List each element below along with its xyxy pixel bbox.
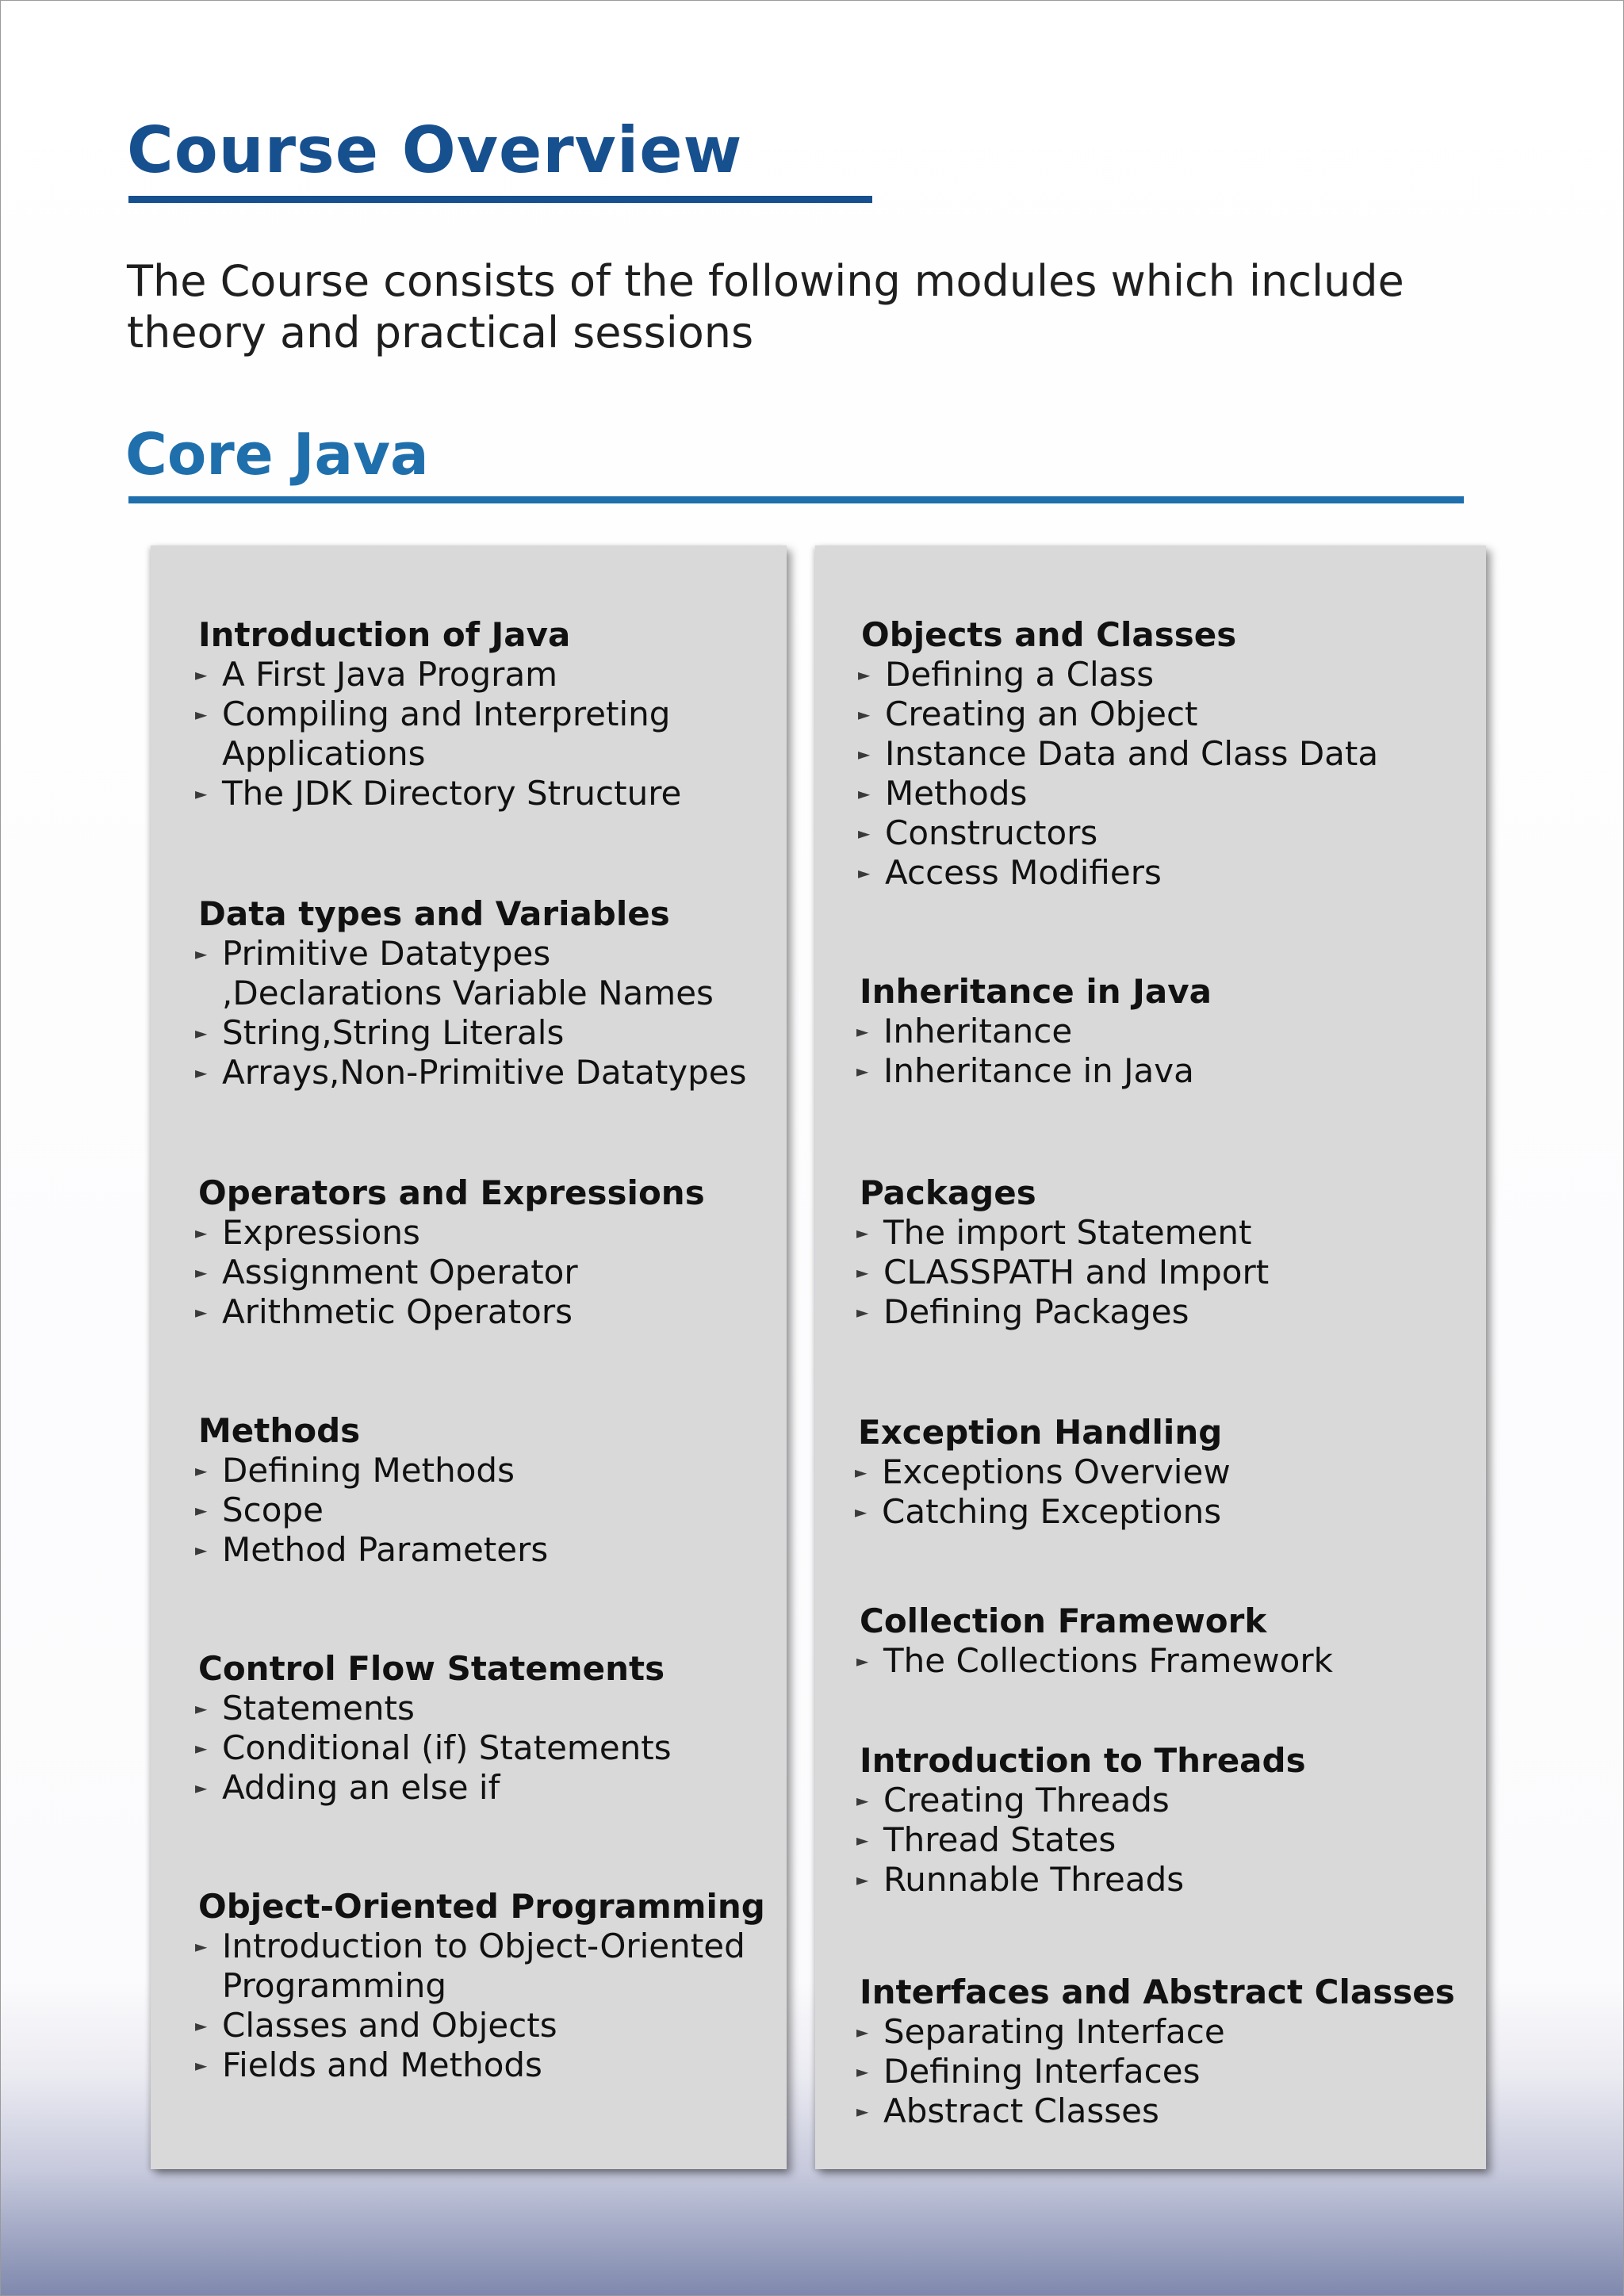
module-block bbox=[195, 1411, 785, 1570]
section-title: Core Java bbox=[125, 421, 429, 488]
module-item bbox=[195, 1213, 785, 1253]
module-item-list bbox=[195, 1451, 785, 1570]
module-block bbox=[856, 1973, 1483, 2131]
module-item bbox=[856, 1253, 1483, 1292]
triangle-right-bullet-icon: ► bbox=[855, 1502, 868, 1521]
triangle-right-bullet-icon: ► bbox=[195, 1024, 208, 1043]
triangle-right-bullet-icon: ► bbox=[858, 665, 871, 684]
triangle-right-bullet-icon: ► bbox=[856, 2022, 869, 2042]
triangle-right-bullet-icon: ► bbox=[195, 1063, 208, 1082]
triangle-right-bullet-icon: ► bbox=[856, 1022, 869, 1041]
triangle-right-bullet-icon: ► bbox=[195, 1223, 208, 1242]
module-item bbox=[195, 1530, 785, 1570]
module-item-label: Creating an Object bbox=[885, 695, 1198, 733]
module-item bbox=[858, 813, 1484, 853]
module-title: Inheritance in Java bbox=[860, 972, 1212, 1011]
module-item bbox=[856, 1820, 1483, 1860]
triangle-right-bullet-icon: ► bbox=[855, 1463, 868, 1482]
module-item-label: Expressions bbox=[222, 1213, 420, 1252]
module-item bbox=[855, 1452, 1481, 1492]
module-item-label: Classes and Objects bbox=[222, 2006, 557, 2045]
module-title: Introduction of Java bbox=[198, 615, 571, 654]
module-item-label: Arithmetic Operators bbox=[222, 1292, 573, 1331]
module-item-list bbox=[856, 1012, 1483, 1091]
triangle-right-bullet-icon: ► bbox=[858, 824, 871, 843]
module-block bbox=[856, 1601, 1483, 1681]
module-item bbox=[195, 934, 785, 1013]
triangle-right-bullet-icon: ► bbox=[856, 1062, 869, 1081]
triangle-right-bullet-icon: ► bbox=[195, 1937, 208, 1956]
module-item-list bbox=[195, 655, 785, 813]
module-item-label: Primitive Datatypes ,Declarations Variable Names bbox=[222, 934, 714, 1012]
triangle-right-bullet-icon: ► bbox=[195, 2016, 208, 2035]
module-block bbox=[195, 894, 785, 1093]
module-item bbox=[858, 695, 1484, 734]
page-title: Course Overview bbox=[127, 113, 743, 187]
module-item-list bbox=[195, 934, 785, 1093]
triangle-right-bullet-icon: ► bbox=[195, 1501, 208, 1520]
module-item bbox=[195, 1490, 785, 1530]
module-item-label: Defining Interfaces bbox=[883, 2052, 1201, 2091]
module-item-label: Compiling and Interpreting Applications bbox=[222, 695, 671, 773]
module-block bbox=[195, 1173, 785, 1332]
triangle-right-bullet-icon: ► bbox=[195, 1699, 208, 1718]
module-item bbox=[855, 1492, 1481, 1532]
module-item-list bbox=[855, 1452, 1481, 1532]
section-underline bbox=[128, 496, 1464, 503]
module-item-label: Introduction to Object-Oriented Programming bbox=[222, 1927, 745, 2005]
triangle-right-bullet-icon: ► bbox=[858, 705, 871, 724]
triangle-right-bullet-icon: ► bbox=[195, 1778, 208, 1797]
triangle-right-bullet-icon: ► bbox=[856, 1791, 869, 1810]
triangle-right-bullet-icon: ► bbox=[856, 1870, 869, 1889]
module-title: Collection Framework bbox=[860, 1601, 1267, 1640]
module-item-label: Runnable Threads bbox=[883, 1860, 1185, 1899]
triangle-right-bullet-icon: ► bbox=[195, 944, 208, 963]
module-item bbox=[195, 1053, 785, 1093]
module-item bbox=[195, 1927, 785, 2006]
module-item bbox=[856, 1860, 1483, 1900]
module-item-label: Methods bbox=[885, 774, 1028, 813]
module-item-label: String,String Literals bbox=[222, 1013, 565, 1052]
module-item-label: Arrays,Non-Primitive Datatypes bbox=[222, 1053, 747, 1092]
module-item bbox=[195, 1013, 785, 1053]
triangle-right-bullet-icon: ► bbox=[856, 1303, 869, 1322]
module-item-label: Assignment Operator bbox=[222, 1253, 578, 1292]
module-block bbox=[858, 615, 1484, 893]
triangle-right-bullet-icon: ► bbox=[195, 1263, 208, 1282]
module-block bbox=[195, 1649, 785, 1808]
module-item-list bbox=[195, 1927, 785, 2085]
module-item-list bbox=[195, 1689, 785, 1808]
module-item-label: Constructors bbox=[885, 813, 1098, 852]
module-item bbox=[856, 1292, 1483, 1332]
module-item bbox=[856, 1012, 1483, 1051]
module-item-label: Fields and Methods bbox=[222, 2045, 542, 2084]
triangle-right-bullet-icon: ► bbox=[195, 1540, 208, 1559]
triangle-right-bullet-icon: ► bbox=[195, 1461, 208, 1480]
module-item-label: The import Statement bbox=[883, 1213, 1252, 1252]
module-block bbox=[195, 1887, 785, 2085]
module-block bbox=[856, 1173, 1483, 1332]
module-item-label: Defining Packages bbox=[883, 1292, 1189, 1331]
triangle-right-bullet-icon: ► bbox=[195, 1303, 208, 1322]
module-item bbox=[195, 1728, 785, 1768]
module-item bbox=[195, 1451, 785, 1490]
module-item-label: Defining a Class bbox=[885, 655, 1155, 694]
module-item-list bbox=[856, 2012, 1483, 2131]
module-item bbox=[195, 2006, 785, 2045]
module-title: Packages bbox=[860, 1173, 1036, 1212]
triangle-right-bullet-icon: ► bbox=[856, 2102, 869, 2121]
module-item bbox=[195, 655, 785, 695]
module-item-label: CLASSPATH and Import bbox=[883, 1253, 1270, 1292]
triangle-right-bullet-icon: ► bbox=[195, 705, 208, 724]
module-item bbox=[856, 2091, 1483, 2131]
triangle-right-bullet-icon: ► bbox=[195, 2056, 208, 2075]
triangle-right-bullet-icon: ► bbox=[195, 1739, 208, 1758]
triangle-right-bullet-icon: ► bbox=[858, 744, 871, 763]
module-item-label: The JDK Directory Structure bbox=[222, 774, 682, 813]
intro-text: The Course consists of the following modules which include theory and practical sessions bbox=[127, 256, 1404, 358]
module-item bbox=[195, 1292, 785, 1332]
module-block bbox=[856, 1741, 1483, 1900]
module-item bbox=[195, 1689, 785, 1728]
module-item bbox=[195, 1768, 785, 1808]
module-title: Operators and Expressions bbox=[198, 1173, 705, 1212]
module-title: Introduction to Threads bbox=[860, 1741, 1306, 1780]
module-item bbox=[856, 2052, 1483, 2091]
module-item-label: Adding an else if bbox=[222, 1768, 500, 1807]
module-item-label: Creating Threads bbox=[883, 1781, 1170, 1820]
title-underline bbox=[128, 196, 872, 203]
module-item bbox=[856, 1641, 1483, 1681]
module-title: Methods bbox=[198, 1411, 361, 1450]
module-item-label: Conditional (if) Statements bbox=[222, 1728, 672, 1767]
module-item bbox=[858, 655, 1484, 695]
module-title: Data types and Variables bbox=[198, 894, 670, 933]
module-item bbox=[858, 734, 1484, 774]
module-item bbox=[195, 1253, 785, 1292]
module-item-label: Access Modifiers bbox=[885, 853, 1162, 892]
triangle-right-bullet-icon: ► bbox=[856, 1651, 869, 1670]
module-item-label: Catching Exceptions bbox=[882, 1492, 1222, 1531]
triangle-right-bullet-icon: ► bbox=[858, 784, 871, 803]
module-title: Exception Handling bbox=[858, 1413, 1223, 1452]
module-item-label: Exceptions Overview bbox=[882, 1452, 1231, 1491]
module-item-list bbox=[856, 1213, 1483, 1332]
triangle-right-bullet-icon: ► bbox=[858, 863, 871, 882]
module-item-label: Inheritance bbox=[883, 1012, 1073, 1050]
triangle-right-bullet-icon: ► bbox=[195, 784, 208, 803]
module-item-label: Scope bbox=[222, 1490, 324, 1529]
module-item-list bbox=[195, 1213, 785, 1332]
module-item bbox=[856, 1213, 1483, 1253]
module-title: Object-Oriented Programming bbox=[198, 1887, 765, 1926]
module-item bbox=[856, 1781, 1483, 1820]
module-item bbox=[195, 774, 785, 813]
module-item bbox=[858, 853, 1484, 893]
module-title: Interfaces and Abstract Classes bbox=[860, 1973, 1455, 2011]
triangle-right-bullet-icon: ► bbox=[856, 2062, 869, 2081]
module-item bbox=[858, 774, 1484, 813]
module-item-label: A First Java Program bbox=[222, 655, 558, 694]
module-item-label: Method Parameters bbox=[222, 1530, 549, 1569]
triangle-right-bullet-icon: ► bbox=[856, 1223, 869, 1242]
triangle-right-bullet-icon: ► bbox=[195, 665, 208, 684]
module-block bbox=[856, 972, 1483, 1091]
module-item-label: Inheritance in Java bbox=[883, 1051, 1194, 1090]
module-item-list bbox=[856, 1781, 1483, 1900]
module-item-label: Instance Data and Class Data bbox=[885, 734, 1379, 773]
module-title: Control Flow Statements bbox=[198, 1649, 665, 1688]
triangle-right-bullet-icon: ► bbox=[856, 1263, 869, 1282]
module-item-list bbox=[858, 655, 1484, 893]
module-item-label: Statements bbox=[222, 1689, 415, 1728]
module-title: Objects and Classes bbox=[861, 615, 1237, 654]
module-block bbox=[195, 615, 785, 813]
module-item bbox=[195, 695, 785, 774]
module-item-label: Defining Methods bbox=[222, 1451, 515, 1490]
module-item bbox=[856, 1051, 1483, 1091]
module-item-label: Abstract Classes bbox=[883, 2091, 1159, 2130]
module-item-label: The Collections Framework bbox=[883, 1641, 1333, 1680]
module-item bbox=[195, 2045, 785, 2085]
triangle-right-bullet-icon: ► bbox=[856, 1831, 869, 1850]
module-item bbox=[856, 2012, 1483, 2052]
module-item-label: Thread States bbox=[883, 1820, 1116, 1859]
module-item-label: Separating Interface bbox=[883, 2012, 1225, 2051]
module-block bbox=[855, 1413, 1481, 1532]
module-item-list bbox=[856, 1641, 1483, 1681]
